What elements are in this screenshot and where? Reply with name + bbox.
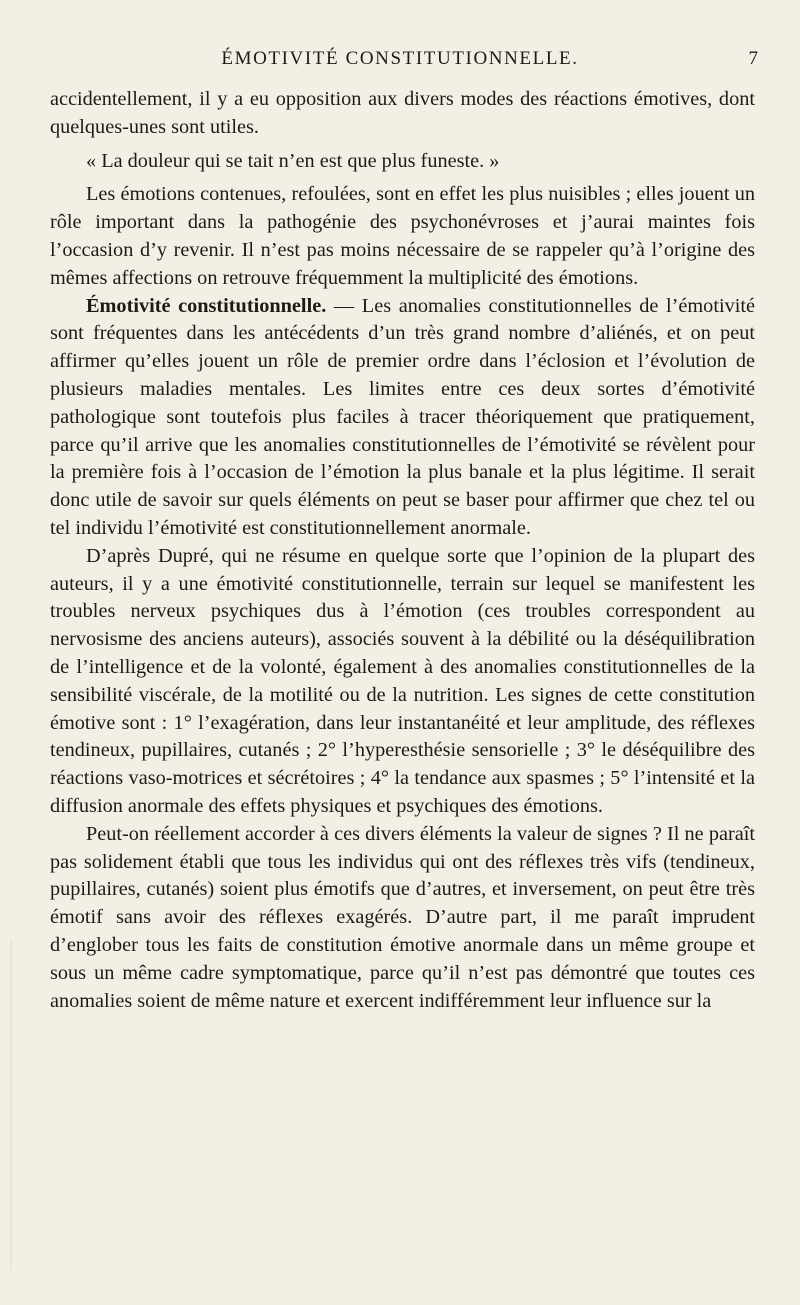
paragraph-5: Peut-on réellement accorder à ces divers éléments la valeur de signes ? Il ne paraît pas solidement établi que tous les individus qui ont des réflexes très vifs (tendineux, pupillaires, cutanés) soient plus émotifs que d’autres, et inversement, on peut être très émotif sans avoir des réflexes exagérés. D’autre part, il me paraît imprudent d’englober tous les faits de constitution émotive anormale dans un même groupe et sous un même cadre symptomatique, parce qu’il n’est pas démontré que toutes ces anomalies soient de même nature et exercent indifféremment leur influence sur la: [50, 822, 755, 1012]
paragraph-1: accidentellement, il y a eu opposition aux divers modes des réactions émotives, dont quelques-unes sont utiles.: [50, 88, 755, 138]
page-number: 7: [748, 48, 758, 69]
paragraph-4: D’après Dupré, qui ne résume en quelque sorte que l’opinion de la plupart des auteurs, il y a une émotivité constitutionnelle, terrain sur lequel se manifestent les troubles nerveux psychiques dus à l’émotion (ces troubles correspondent au nervosisme des anciens auteurs), associés souvent à la débilité ou la déséquilibration de l’intelligence et de la volonté, également à des anomalies constitutionnelles de la sensibilité viscérale, de la motilité ou de la nutrition. Les signes de cette constitution émotive sont : 1° l’exagération, dans leur instantanéité et leur amplitude, des réflexes tendineux, pupillaires, cutanés ; 2° l’hyperesthésie sensorielle ; 3° le déséquilibre des réactions vaso-motrices et sécrétoires ; 4° la tendance aux spasmes ; 5° l’intensité et la diffusion anormale des effets physiques et psychiques des émotions.: [50, 544, 755, 817]
body-text: [50, 86, 755, 1015]
paragraph-3-text: — Les anomalies constitutionnelles de l’émotivité sont fréquentes dans les antécédents d’un très grand nombre d’aliénés, et on peut affirmer qu’elles jouent un rôle de premier ordre dans l’éclosion et l’évolution de plusieurs maladies mentales. Les limites entre ces deux sortes d’émotivité pathologique sont toutefois plus faciles à tracer théoriquement que pratiquement, parce qu’il arrive que les anomalies constitutionnelles de l’émotivité se révèlent pour la première fois à l’occasion de l’émotion la plus banale et la plus légitime. Il serait donc utile de savoir sur quels éléments on peut se baser pour affirmer que chez tel ou tel individu l’émotivité est constitutionnellement anormale.: [50, 294, 755, 539]
page-header-title: ÉMOTIVITÉ CONSTITUTIONNELLE.: [221, 48, 579, 69]
paragraph-3: [50, 293, 755, 543]
quotation: « La douleur qui se tait n’en est que plus funeste. »: [86, 149, 500, 172]
running-head: [50, 46, 758, 72]
page-edge-shadow: [10, 940, 12, 1270]
section-title: Émotivité constitutionnelle.: [86, 294, 327, 317]
paragraph-2: Les émotions contenues, refoulées, sont en effet les plus nuisibles ; elles jouent un rôle important dans la pathogénie des psychonévroses et j’aurai maintes fois l’occasion d’y revenir. Il n’est pas moins nécessaire de se rappeler qu’à l’origine des mêmes affections on retrouve fréquemment la multiplicité des émotions.: [50, 183, 755, 289]
